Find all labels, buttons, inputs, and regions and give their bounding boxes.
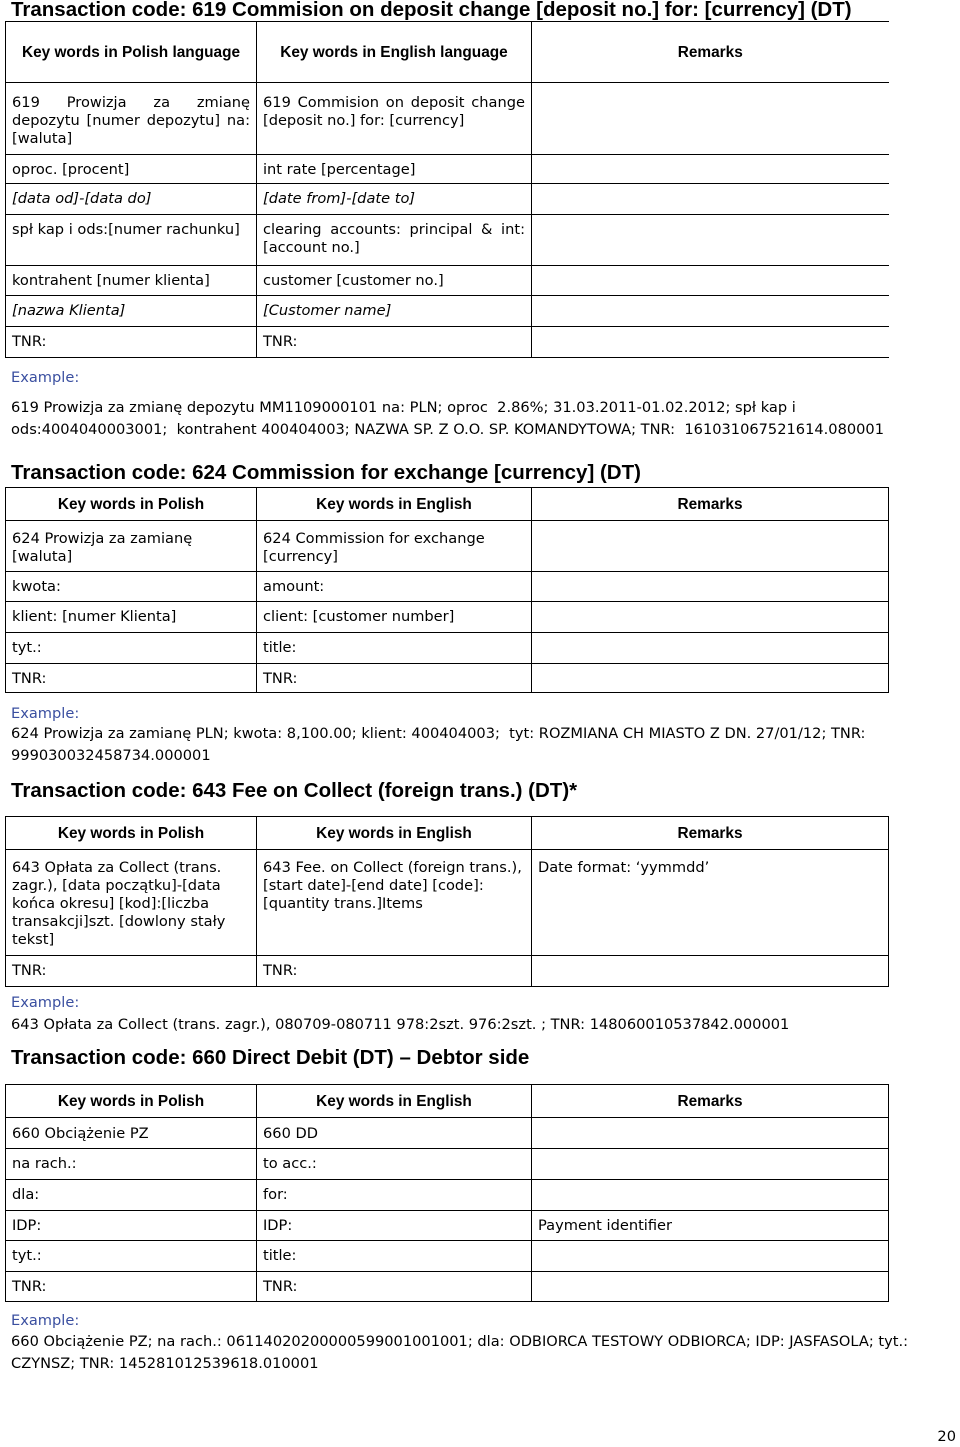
cell-remarks <box>532 602 889 633</box>
cell-remarks <box>532 572 889 602</box>
cell-polish: IDP: <box>6 1211 257 1241</box>
cell-polish: TNR: <box>6 1272 257 1302</box>
cell-remarks <box>532 956 889 987</box>
cell-english: customer [customer no.] <box>257 266 532 296</box>
cell-remarks <box>532 215 889 266</box>
header-english: Key words in English <box>257 817 532 850</box>
header-remarks: Remarks <box>532 817 889 850</box>
table-row <box>6 602 889 633</box>
cell-polish: spł kap i ods:[numer rachunku] <box>6 215 257 266</box>
cell-remarks <box>532 296 889 327</box>
table-row <box>6 1272 889 1302</box>
cell-english: int rate [percentage] <box>257 155 532 184</box>
cell-english: 619 Commision on deposit change [deposit no.] for: [currency] <box>257 83 532 155</box>
table-row <box>6 184 889 215</box>
table-row <box>6 521 889 572</box>
table-row <box>6 1180 889 1211</box>
section-624-title: Transaction code: 624 Commission for exchange [currency] (DT) <box>11 461 641 484</box>
cell-polish: TNR: <box>6 327 257 358</box>
cell-polish: dla: <box>6 1180 257 1211</box>
cell-remarks <box>532 266 889 296</box>
cell-polish: kwota: <box>6 572 257 602</box>
header-english: Key words in English language <box>257 22 532 83</box>
cell-remarks <box>532 1241 889 1272</box>
cell-remarks <box>532 1180 889 1211</box>
cell-remarks <box>532 155 889 184</box>
cell-polish: oproc. [procent] <box>6 155 257 184</box>
cell-english: for: <box>257 1180 532 1211</box>
cell-remarks: Payment identifier <box>532 1211 889 1241</box>
page-number: 20 <box>937 1428 956 1445</box>
cell-polish: 624 Prowizja za zamianę [waluta] <box>6 521 257 572</box>
table-header-row <box>6 817 889 850</box>
header-remarks: Remarks <box>532 22 889 83</box>
section-643-table <box>5 816 889 987</box>
cell-english: [date from]-[date to] <box>257 184 532 215</box>
cell-polish: 643 Opłata za Collect (trans. zagr.), [data początku]-[data końca okresu] [kod]:[liczba transakcji]szt. [dowlony stały tekst] <box>6 850 257 956</box>
cell-polish: klient: [numer Klienta] <box>6 602 257 633</box>
section-660-table <box>5 1084 889 1302</box>
cell-english: title: <box>257 1241 532 1272</box>
cell-english: to acc.: <box>257 1149 532 1180</box>
table-row <box>6 1149 889 1180</box>
cell-remarks <box>532 184 889 215</box>
cell-remarks <box>532 1118 889 1149</box>
cell-polish: tyt.: <box>6 1241 257 1272</box>
header-remarks: Remarks <box>532 488 889 521</box>
cell-english: 660 DD <box>257 1118 532 1149</box>
example-text: 624 Prowizja za zamianę PLN; kwota: 8,100.00; klient: 400404003; tyt: ROZMIANA CH MIASTO Z DN. 27/01/12; TNR: 999030032458734.000001 <box>11 725 871 764</box>
cell-polish: 660 Obciążenie PZ <box>6 1118 257 1149</box>
table-row <box>6 1211 889 1241</box>
cell-english: title: <box>257 633 532 664</box>
cell-remarks <box>532 1272 889 1302</box>
table-row <box>6 572 889 602</box>
cell-remarks <box>532 521 889 572</box>
section-619-title: Transaction code: 619 Commision on deposit change [deposit no.] for: [currency] (DT) <box>11 0 852 21</box>
table-row <box>6 296 889 327</box>
cell-english: client: [customer number] <box>257 602 532 633</box>
cell-polish: 619 Prowizja za zmianę depozytu [numer depozytu] na: [waluta] <box>6 83 257 155</box>
cell-english: clearing accounts: principal & int:[account no.] <box>257 215 532 266</box>
cell-english: amount: <box>257 572 532 602</box>
cell-remarks <box>532 83 889 155</box>
table-header-row <box>6 1085 889 1118</box>
cell-english: TNR: <box>257 664 532 693</box>
table-row <box>6 1241 889 1272</box>
example-label: Example: <box>11 1312 80 1329</box>
example-text: 660 Obciążenie PZ; na rach.: 06114020200000599001001001; dla: ODBIORCA TESTOWY ODBIORCA; IDP: JASFASOLA; tyt.: CZYNSZ; TNR: 145281012539618.010001 <box>11 1333 913 1372</box>
cell-english: 624 Commission for exchange [currency] <box>257 521 532 572</box>
cell-polish: na rach.: <box>6 1149 257 1180</box>
cell-english: 643 Fee. on Collect (foreign trans.), [start date]-[end date] [code]:[quantity trans.]Items <box>257 850 532 956</box>
header-english: Key words in English <box>257 488 532 521</box>
table-row <box>6 633 889 664</box>
cell-english: IDP: <box>257 1211 532 1241</box>
table-row <box>6 1118 889 1149</box>
cell-remarks <box>532 664 889 693</box>
example-text: 643 Opłata za Collect (trans. zagr.), 080709-080711 978:2szt. 976:2szt. ; TNR: 148060010537842.000001 <box>11 1016 790 1033</box>
cell-polish: tyt.: <box>6 633 257 664</box>
table-row <box>6 956 889 987</box>
table-header-row <box>6 22 889 83</box>
cell-remarks <box>532 633 889 664</box>
section-619-table <box>5 21 889 358</box>
cell-polish: TNR: <box>6 956 257 987</box>
cell-polish: TNR: <box>6 664 257 693</box>
table-header-row <box>6 488 889 521</box>
table-row <box>6 83 889 155</box>
table-row <box>6 155 889 184</box>
header-english: Key words in English <box>257 1085 532 1118</box>
section-624-table <box>5 487 889 693</box>
table-row <box>6 327 889 358</box>
example-label: Example: <box>11 369 80 386</box>
cell-polish: kontrahent [numer klienta] <box>6 266 257 296</box>
table-row <box>6 266 889 296</box>
header-remarks: Remarks <box>532 1085 889 1118</box>
cell-english: TNR: <box>257 956 532 987</box>
example-label: Example: <box>11 705 80 722</box>
table-row <box>6 850 889 956</box>
cell-polish: [data od]-[data do] <box>6 184 257 215</box>
header-polish: Key words in Polish <box>6 817 257 850</box>
section-643-title: Transaction code: 643 Fee on Collect (foreign trans.) (DT)* <box>11 779 578 802</box>
example-label: Example: <box>11 994 80 1011</box>
cell-english: [Customer name] <box>257 296 532 327</box>
cell-english: TNR: <box>257 1272 532 1302</box>
table-row <box>6 215 889 266</box>
header-polish: Key words in Polish <box>6 488 257 521</box>
header-polish: Key words in Polish <box>6 1085 257 1118</box>
cell-english: TNR: <box>257 327 532 358</box>
table-row <box>6 664 889 693</box>
section-660-title: Transaction code: 660 Direct Debit (DT) – Debtor side <box>11 1046 530 1069</box>
header-polish: Key words in Polish language <box>6 22 257 83</box>
cell-remarks: Date format: ‘yymmdd’ <box>532 850 889 956</box>
cell-polish: [nazwa Klienta] <box>6 296 257 327</box>
cell-remarks <box>532 1149 889 1180</box>
cell-remarks <box>532 327 889 358</box>
example-text: 619 Prowizja za zmianę depozytu MM1109000101 na: PLN; oproc 2.86%; 31.03.2011-01.02.2012; spł kap i ods:4004040003001; kontrahent 400404003; NAZWA SP. Z O.O. SP. KOMANDYTOWA; TNR: 161031067521614.080001 <box>11 399 884 438</box>
